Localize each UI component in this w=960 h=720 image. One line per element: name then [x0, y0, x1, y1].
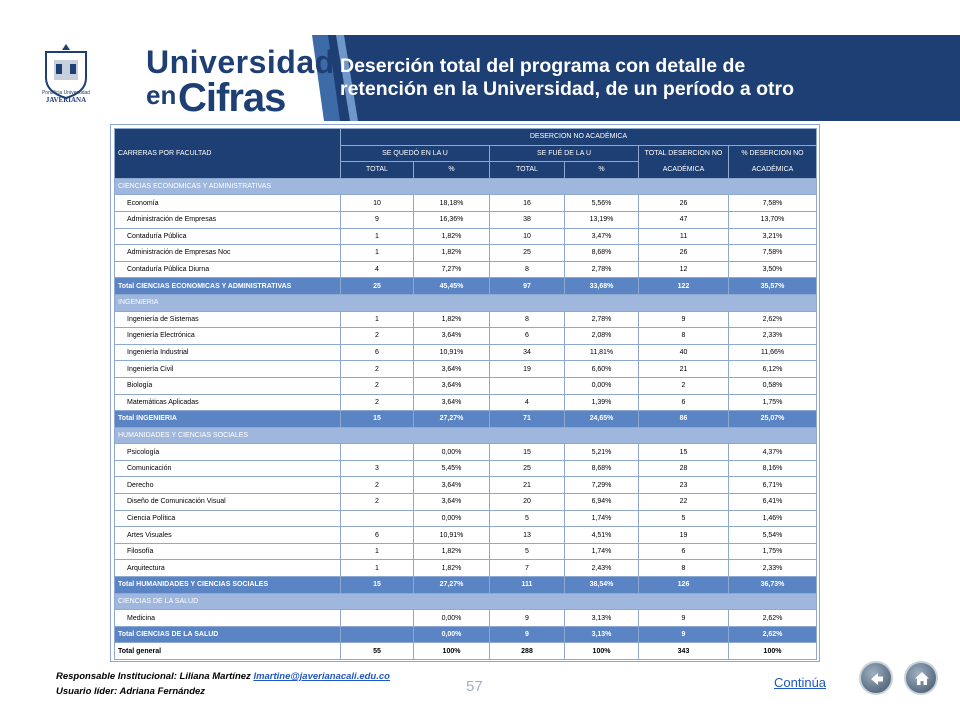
- desercion-table-frame: [110, 124, 820, 662]
- program-name-cell: Arquitectura: [115, 560, 341, 577]
- footer-responsable: [56, 671, 390, 682]
- fue-pct-cell: 8,68%: [565, 460, 639, 477]
- table-row: [115, 460, 817, 477]
- fue-total-cell: 34: [490, 344, 565, 361]
- quedo-total-cell: 15: [341, 411, 414, 428]
- total-desercion-cell: 8: [639, 328, 729, 345]
- quedo-total-cell: 55: [341, 643, 414, 660]
- header-quedo-pct: %: [414, 162, 490, 179]
- table-row: [115, 311, 817, 328]
- quedo-total-cell: 2: [341, 377, 414, 394]
- total-desercion-cell: 86: [639, 411, 729, 428]
- quedo-pct-cell: 1,82%: [414, 543, 490, 560]
- table-row: [115, 560, 817, 577]
- program-name-cell: Ingeniería de Sistemas: [115, 311, 341, 328]
- table-row: [115, 261, 817, 278]
- fue-total-cell: 5: [490, 510, 565, 527]
- total-desercion-cell: 5: [639, 510, 729, 527]
- faculty-section-row: [115, 593, 817, 610]
- pct-desercion-cell: 1,46%: [729, 510, 817, 527]
- pct-desercion-cell: 6,12%: [729, 361, 817, 378]
- program-name-cell: Total INGENIERIA: [115, 411, 341, 428]
- quedo-pct-cell: 3,64%: [414, 494, 490, 511]
- pct-desercion-cell: 2,62%: [729, 311, 817, 328]
- quedo-total-cell: 15: [341, 577, 414, 594]
- program-name-cell: Medicina: [115, 610, 341, 627]
- header-total-desercion: TOTAL DESERCION NO ACADÉMICA: [639, 145, 729, 178]
- program-name-cell: Total HUMANIDADES Y CIENCIAS SOCIALES: [115, 577, 341, 594]
- fue-pct-cell: 11,81%: [565, 344, 639, 361]
- table-row: [115, 377, 817, 394]
- faculty-name: INGENIERIA: [115, 294, 817, 311]
- pct-desercion-cell: 1,75%: [729, 543, 817, 560]
- table-row: [115, 510, 817, 527]
- table-row: [115, 527, 817, 544]
- quedo-total-cell: [341, 510, 414, 527]
- table-row: [115, 195, 817, 212]
- pct-desercion-cell: 5,54%: [729, 527, 817, 544]
- fue-pct-cell: 3,47%: [565, 228, 639, 245]
- pct-desercion-cell: 0,58%: [729, 377, 817, 394]
- faculty-total-row: [115, 278, 817, 295]
- quedo-pct-cell: 3,64%: [414, 477, 490, 494]
- table-row: [115, 610, 817, 627]
- quedo-total-cell: 3: [341, 460, 414, 477]
- page-number: 57: [466, 678, 483, 695]
- pct-desercion-cell: 2,62%: [729, 626, 817, 643]
- quedo-pct-cell: 1,82%: [414, 311, 490, 328]
- quedo-pct-cell: 3,64%: [414, 377, 490, 394]
- faculty-section-row: [115, 427, 817, 444]
- fue-total-cell: 4: [490, 394, 565, 411]
- quedo-total-cell: 25: [341, 278, 414, 295]
- total-desercion-cell: 11: [639, 228, 729, 245]
- table-body: [115, 178, 817, 659]
- faculty-name: CIENCIAS DE LA SALUD: [115, 593, 817, 610]
- fue-pct-cell: 4,51%: [565, 527, 639, 544]
- program-name-cell: Ingeniería Electrónica: [115, 328, 341, 345]
- responsable-email-link[interactable]: lmartine@javerianacali.edu.co: [253, 671, 390, 682]
- program-name-cell: Artes Visuales: [115, 527, 341, 544]
- pct-desercion-cell: 1,75%: [729, 394, 817, 411]
- fue-total-cell: 71: [490, 411, 565, 428]
- fue-pct-cell: 6,94%: [565, 494, 639, 511]
- fue-pct-cell: 1,74%: [565, 543, 639, 560]
- quedo-pct-cell: 3,64%: [414, 328, 490, 345]
- quedo-total-cell: 2: [341, 394, 414, 411]
- fue-total-cell: 21: [490, 477, 565, 494]
- fue-pct-cell: 1,39%: [565, 394, 639, 411]
- table-row: [115, 543, 817, 560]
- quedo-total-cell: 1: [341, 245, 414, 262]
- quedo-total-cell: 2: [341, 494, 414, 511]
- fue-pct-cell: 0,00%: [565, 377, 639, 394]
- total-desercion-cell: 9: [639, 311, 729, 328]
- total-desercion-cell: 2: [639, 377, 729, 394]
- fue-total-cell: 8: [490, 311, 565, 328]
- grand-total-row: [115, 643, 817, 660]
- table-row: [115, 344, 817, 361]
- continue-link[interactable]: Continúa: [774, 675, 827, 690]
- fue-pct-cell: 5,56%: [565, 195, 639, 212]
- quedo-total-cell: [341, 626, 414, 643]
- fue-total-cell: 13: [490, 527, 565, 544]
- pct-desercion-cell: 100%: [729, 643, 817, 660]
- fue-pct-cell: 33,68%: [565, 278, 639, 295]
- quedo-total-cell: 1: [341, 311, 414, 328]
- back-arrow-icon: [868, 670, 886, 688]
- pct-desercion-cell: 6,41%: [729, 494, 817, 511]
- program-name-cell: Filosofía: [115, 543, 341, 560]
- pct-desercion-cell: 13,70%: [729, 211, 817, 228]
- total-desercion-cell: 12: [639, 261, 729, 278]
- total-desercion-cell: 6: [639, 394, 729, 411]
- total-desercion-cell: 9: [639, 610, 729, 627]
- total-desercion-cell: 26: [639, 195, 729, 212]
- fue-total-cell: 10: [490, 228, 565, 245]
- pct-desercion-cell: 7,58%: [729, 245, 817, 262]
- fue-total-cell: 288: [490, 643, 565, 660]
- fue-pct-cell: 2,08%: [565, 328, 639, 345]
- quedo-pct-cell: 1,82%: [414, 245, 490, 262]
- total-desercion-cell: 40: [639, 344, 729, 361]
- header-carreras: CARRERAS POR FACULTAD: [115, 129, 341, 179]
- quedo-total-cell: [341, 444, 414, 461]
- quedo-total-cell: 4: [341, 261, 414, 278]
- fue-total-cell: 25: [490, 245, 565, 262]
- program-name-cell: Total CIENCIAS ECONOMICAS Y ADMINISTRATIVAS: [115, 278, 341, 295]
- fue-pct-cell: 7,29%: [565, 477, 639, 494]
- quedo-pct-cell: 18,18%: [414, 195, 490, 212]
- quedo-total-cell: 2: [341, 477, 414, 494]
- header-quedo-total: TOTAL: [341, 162, 414, 179]
- quedo-pct-cell: 0,00%: [414, 626, 490, 643]
- table-row: [115, 228, 817, 245]
- fue-total-cell: 38: [490, 211, 565, 228]
- quedo-pct-cell: 5,45%: [414, 460, 490, 477]
- program-name-cell: Contaduría Pública: [115, 228, 341, 245]
- quedo-pct-cell: 27,27%: [414, 577, 490, 594]
- program-name-cell: Administración de Empresas: [115, 211, 341, 228]
- fue-pct-cell: 24,65%: [565, 411, 639, 428]
- total-desercion-cell: 21: [639, 361, 729, 378]
- pct-desercion-cell: 2,33%: [729, 328, 817, 345]
- desercion-table: [114, 128, 817, 660]
- pct-desercion-cell: 6,71%: [729, 477, 817, 494]
- table-row: [115, 328, 817, 345]
- fue-pct-cell: 8,68%: [565, 245, 639, 262]
- program-name-cell: Matemáticas Aplicadas: [115, 394, 341, 411]
- table-row: [115, 361, 817, 378]
- page-title: [340, 55, 900, 101]
- total-desercion-cell: 15: [639, 444, 729, 461]
- total-desercion-cell: 19: [639, 527, 729, 544]
- crest-subtitle: Pontificia Universidad: [41, 90, 91, 96]
- quedo-total-cell: 2: [341, 328, 414, 345]
- fue-total-cell: 15: [490, 444, 565, 461]
- fue-pct-cell: 38,54%: [565, 577, 639, 594]
- quedo-total-cell: 1: [341, 560, 414, 577]
- footer-usuario: Usuario líder: Adriana Fernández: [56, 686, 206, 697]
- faculty-name: HUMANIDADES Y CIENCIAS SOCIALES: [115, 427, 817, 444]
- quedo-total-cell: 1: [341, 543, 414, 560]
- program-name-cell: Administración de Empresas Noc: [115, 245, 341, 262]
- fue-pct-cell: 3,13%: [565, 626, 639, 643]
- brand-universidad: Universidad: [146, 44, 335, 80]
- total-desercion-cell: 47: [639, 211, 729, 228]
- quedo-pct-cell: 3,64%: [414, 394, 490, 411]
- quedo-pct-cell: 10,91%: [414, 527, 490, 544]
- faculty-name: CIENCIAS ECONOMICAS Y ADMINISTRATIVAS: [115, 178, 817, 195]
- fue-total-cell: 5: [490, 543, 565, 560]
- total-desercion-cell: 9: [639, 626, 729, 643]
- header-fue: SE FUÉ DE LA U: [490, 145, 639, 162]
- header-desercion: DESERCION NO ACADÉMICA: [341, 129, 817, 146]
- total-desercion-cell: 6: [639, 543, 729, 560]
- pct-desercion-cell: 8,16%: [729, 460, 817, 477]
- faculty-total-row: [115, 626, 817, 643]
- quedo-pct-cell: 0,00%: [414, 510, 490, 527]
- fue-total-cell: 97: [490, 278, 565, 295]
- total-desercion-cell: 22: [639, 494, 729, 511]
- total-desercion-cell: 122: [639, 278, 729, 295]
- table-row: [115, 444, 817, 461]
- header-pct-desercion: % DESERCION NO ACADÉMICA: [729, 145, 817, 178]
- total-desercion-cell: 23: [639, 477, 729, 494]
- pct-desercion-cell: 36,73%: [729, 577, 817, 594]
- total-desercion-cell: 126: [639, 577, 729, 594]
- quedo-total-cell: 6: [341, 344, 414, 361]
- quedo-pct-cell: 1,82%: [414, 560, 490, 577]
- brand-cifras: Cifras: [178, 76, 286, 120]
- quedo-pct-cell: 3,64%: [414, 361, 490, 378]
- header-quedo: SE QUEDÓ EN LA U: [341, 145, 490, 162]
- fue-total-cell: 19: [490, 361, 565, 378]
- program-name-cell: Contaduría Pública Diurna: [115, 261, 341, 278]
- table-row: [115, 394, 817, 411]
- program-name-cell: Comunicación: [115, 460, 341, 477]
- table-row: [115, 494, 817, 511]
- pct-desercion-cell: 3,50%: [729, 261, 817, 278]
- home-button[interactable]: [904, 661, 938, 695]
- fue-total-cell: 25: [490, 460, 565, 477]
- brand-en: en: [146, 80, 177, 110]
- fue-total-cell: [490, 377, 565, 394]
- program-name-cell: Total general: [115, 643, 341, 660]
- fue-pct-cell: 3,13%: [565, 610, 639, 627]
- quedo-pct-cell: 1,82%: [414, 228, 490, 245]
- quedo-total-cell: [341, 610, 414, 627]
- table-row: [115, 245, 817, 262]
- quedo-pct-cell: 100%: [414, 643, 490, 660]
- program-name-cell: Diseño de Comunicación Visual: [115, 494, 341, 511]
- program-name-cell: Psicología: [115, 444, 341, 461]
- faculty-section-row: [115, 294, 817, 311]
- fue-pct-cell: 2,78%: [565, 311, 639, 328]
- pct-desercion-cell: 11,66%: [729, 344, 817, 361]
- table-row: [115, 477, 817, 494]
- pct-desercion-cell: 4,37%: [729, 444, 817, 461]
- pct-desercion-cell: 3,21%: [729, 228, 817, 245]
- home-icon: [913, 670, 931, 688]
- pct-desercion-cell: 25,07%: [729, 411, 817, 428]
- pct-desercion-cell: 2,33%: [729, 560, 817, 577]
- faculty-total-row: [115, 411, 817, 428]
- program-name-cell: Total CIENCIAS DE LA SALUD: [115, 626, 341, 643]
- faculty-total-row: [115, 577, 817, 594]
- quedo-total-cell: 9: [341, 211, 414, 228]
- total-desercion-cell: 343: [639, 643, 729, 660]
- quedo-pct-cell: 16,36%: [414, 211, 490, 228]
- pct-desercion-cell: 2,62%: [729, 610, 817, 627]
- quedo-pct-cell: 7,27%: [414, 261, 490, 278]
- program-name-cell: Ingeniería Civil: [115, 361, 341, 378]
- fue-total-cell: 8: [490, 261, 565, 278]
- fue-pct-cell: 13,19%: [565, 211, 639, 228]
- fue-pct-cell: 2,78%: [565, 261, 639, 278]
- fue-pct-cell: 1,74%: [565, 510, 639, 527]
- total-desercion-cell: 8: [639, 560, 729, 577]
- quedo-total-cell: 2: [341, 361, 414, 378]
- crest-name: JAVERIANA: [45, 96, 87, 104]
- pct-desercion-cell: 35,57%: [729, 278, 817, 295]
- fue-total-cell: 16: [490, 195, 565, 212]
- fue-total-cell: 20: [490, 494, 565, 511]
- quedo-pct-cell: 45,45%: [414, 278, 490, 295]
- fue-total-cell: 9: [490, 626, 565, 643]
- fue-pct-cell: 6,60%: [565, 361, 639, 378]
- quedo-total-cell: 1: [341, 228, 414, 245]
- quedo-pct-cell: 27,27%: [414, 411, 490, 428]
- total-desercion-cell: 26: [639, 245, 729, 262]
- title-line-1: Deserción total del programa con detalle de: [340, 55, 746, 77]
- title-line-2: retención en la Universidad, de un período a otro: [340, 78, 794, 100]
- program-name-cell: Economía: [115, 195, 341, 212]
- fue-pct-cell: 5,21%: [565, 444, 639, 461]
- responsable-label: Responsable Institucional: Liliana Martínez: [56, 671, 251, 682]
- header-fue-pct: %: [565, 162, 639, 179]
- quedo-pct-cell: 10,91%: [414, 344, 490, 361]
- fue-total-cell: 7: [490, 560, 565, 577]
- fue-total-cell: 6: [490, 328, 565, 345]
- pct-desercion-cell: 7,58%: [729, 195, 817, 212]
- program-name-cell: Ciencia Política: [115, 510, 341, 527]
- quedo-pct-cell: 0,00%: [414, 610, 490, 627]
- program-name-cell: Derecho: [115, 477, 341, 494]
- quedo-total-cell: 6: [341, 527, 414, 544]
- table-row: [115, 211, 817, 228]
- fue-total-cell: 111: [490, 577, 565, 594]
- faculty-section-row: [115, 178, 817, 195]
- quedo-total-cell: 10: [341, 195, 414, 212]
- quedo-pct-cell: 0,00%: [414, 444, 490, 461]
- header-fue-total: TOTAL: [490, 162, 565, 179]
- fue-pct-cell: 100%: [565, 643, 639, 660]
- total-desercion-cell: 28: [639, 460, 729, 477]
- program-name-cell: Biología: [115, 377, 341, 394]
- program-name-cell: Ingeniería Industrial: [115, 344, 341, 361]
- fue-total-cell: 9: [490, 610, 565, 627]
- back-button[interactable]: [859, 661, 893, 695]
- fue-pct-cell: 2,43%: [565, 560, 639, 577]
